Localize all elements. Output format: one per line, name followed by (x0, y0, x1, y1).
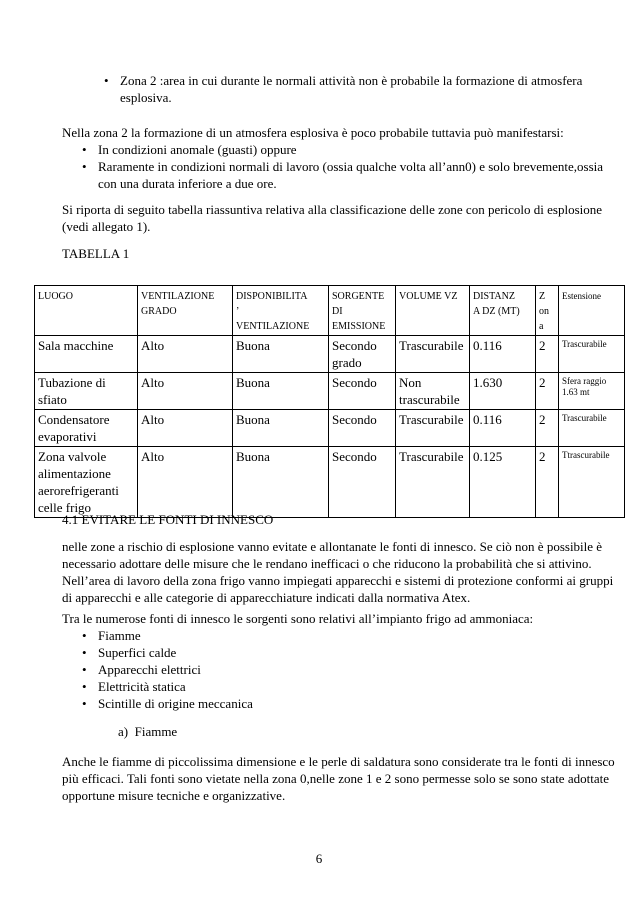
section-title: 4.1 EVITARE LE FONTI DI INNESCO (62, 512, 274, 527)
cell-sorgente: Secondo grado (329, 336, 396, 373)
list-item: • Apparecchi elettrici (80, 661, 480, 678)
paragraph-1: nelle zone a rischio di esplosione vanno evitate e allontanate le fonti di innesco. Se ciò non è possibile è necessario adottare delle misure che le rendano inefficaci o che riducono la probabilità che si attivino. Nell’area di lavoro della zona frigo vanno impiegati apparecchi e sistemi di protezione conformi ai gruppi di apparecchi e alle categorie di apparecchiature indicati dalla normativa Atex. (62, 539, 614, 605)
cell-volume: Trascurabile (396, 410, 470, 447)
cell-disponibilita: Buona (233, 373, 329, 410)
cell-volume: Non trascurabile (396, 373, 470, 410)
header-estensione: Estensione (559, 286, 625, 336)
list-item: • In condizioni anomale (guasti) oppure (80, 141, 610, 158)
cell-estensione: Sfera raggio 1.63 mt (559, 373, 625, 410)
cell-ventilazione: Alto (138, 410, 233, 447)
cell-luogo: Sala macchine (35, 336, 138, 373)
cell-sorgente: Secondo (329, 410, 396, 447)
list-item: • Elettricità statica (80, 678, 480, 695)
cell-zona: 2 (536, 336, 559, 373)
tabella-intro: Si riporta di seguito tabella riassuntiva relativa alla classificazione delle zone con pericolo di esplosione (vedi allegato 1). (62, 202, 603, 234)
zona2-bullet-text: Zona 2 :area in cui durante le normali attività non è probabile la formazione di atmosfera esplosiva. (120, 73, 583, 105)
cell-zona: 2 (536, 410, 559, 447)
cell-zona: 2 (536, 373, 559, 410)
cell-disponibilita: Buona (233, 447, 329, 518)
cell-distanza: 0.125 (470, 447, 536, 518)
cell-luogo: Condensatore evaporativi (35, 410, 138, 447)
header-disponibilita: DISPONIBILITA ’ VENTILAZIONE (233, 286, 329, 336)
cell-zona: 2 (536, 447, 559, 518)
header-zona: Z on a (536, 286, 559, 336)
cell-estensione: Trascurabile (559, 336, 625, 373)
zona2-bullet (102, 72, 620, 106)
subheading-fiamme: a) Fiamme (118, 724, 178, 739)
cell-distanza: 1.630 (470, 373, 536, 410)
cell-luogo: Zona valvole alimentazione aerorefrigeranti celle frigo (35, 447, 138, 518)
header-volume: VOLUME VZ (396, 286, 470, 336)
cell-ventilazione: Alto (138, 373, 233, 410)
list-item: • Raramente in condizioni normali di lavoro (ossia qualche volta all’ann0) e solo brevemente,ossia con una durata inferiore a due ore. (80, 158, 610, 192)
header-distanza: DISTANZ A DZ (MT) (470, 286, 536, 336)
cell-volume: Trascurabile (396, 336, 470, 373)
table-row (35, 336, 625, 373)
header-ventilazione-grado: VENTILAZIONE GRADO (138, 286, 233, 336)
table-row (35, 410, 625, 447)
zona2-intro: Nella zona 2 la formazione di un atmosfera esplosiva è poco probabile tuttavia può manifestarsi: (62, 125, 564, 140)
cell-distanza: 0.116 (470, 410, 536, 447)
cell-sorgente: Secondo (329, 447, 396, 518)
zona2-list (80, 141, 610, 192)
list-item: • Superfici calde (80, 644, 480, 661)
page-number: 6 (315, 851, 323, 866)
cell-estensione: Ttrascurabile (559, 447, 625, 518)
table-row (35, 373, 625, 410)
cell-disponibilita: Buona (233, 336, 329, 373)
paragraph-2: Tra le numerose fonti di innesco le sorgenti sono relativi all’impianto frigo ad ammoniaca: (62, 611, 534, 626)
cell-ventilazione: Alto (138, 447, 233, 518)
table-row (35, 447, 625, 518)
list-item: • Fiamme (80, 627, 480, 644)
fonti-list (80, 627, 480, 712)
cell-luogo: Tubazione di sfiato (35, 373, 138, 410)
cell-disponibilita: Buona (233, 410, 329, 447)
header-luogo: LUOGO (35, 286, 138, 336)
table-header-row (35, 286, 625, 336)
classification-table (34, 285, 625, 518)
cell-distanza: 0.116 (470, 336, 536, 373)
header-sorgente: SORGENTE DI EMISSIONE (329, 286, 396, 336)
list-item: • Scintille di origine meccanica (80, 695, 480, 712)
cell-volume: Trascurabile (396, 447, 470, 518)
paragraph-3: Anche le fiamme di piccolissima dimensione e le perle di saldatura sono considerate tra le fonti di innesco più efficaci. Tali fonti sono vietate nella zona 0,nelle zone 1 e 2 sono permesse solo se sono state adottate opportune misure tecniche e organizzative. (62, 754, 615, 803)
cell-ventilazione: Alto (138, 336, 233, 373)
cell-estensione: Trascurabile (559, 410, 625, 447)
tabella-title: TABELLA 1 (62, 246, 130, 261)
cell-sorgente: Secondo (329, 373, 396, 410)
